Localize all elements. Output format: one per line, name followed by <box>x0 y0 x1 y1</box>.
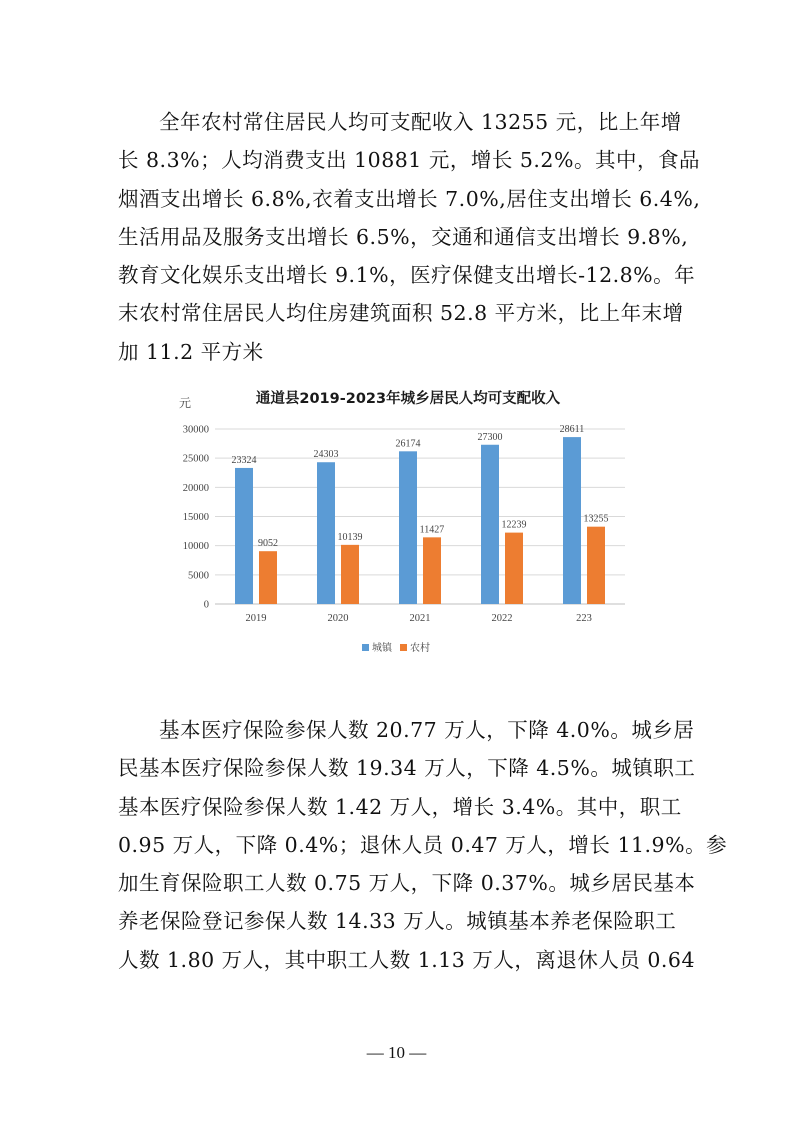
data-label: 9052 <box>258 538 278 550</box>
x-tick-label: 2020 <box>327 613 349 624</box>
y-tick-label: 5000 <box>188 570 209 582</box>
income-bar-chart <box>165 383 635 663</box>
y-tick-label: 15000 <box>182 512 209 523</box>
paragraph-rural-income <box>118 103 701 371</box>
x-tick-label: 2022 <box>491 613 513 624</box>
rural-income-line: 教育文化娱乐支出增长 9.1%，医疗保健支出增长-12.8%。年 <box>118 263 696 288</box>
chart-title: 通道县2019-2023年城乡居民人均可支配收入 <box>255 391 561 407</box>
chart-svg <box>165 383 635 663</box>
legend-label: 城镇 <box>372 643 392 654</box>
bar-城镇 <box>563 437 581 604</box>
data-label: 12239 <box>501 519 527 531</box>
insurance-line: 养老保险登记参保人数 14.33 万人。城镇基本养老保险职工 <box>118 909 677 934</box>
x-tick-label: 2021 <box>409 613 431 624</box>
x-tick-label: 223 <box>576 613 592 624</box>
y-tick-label: 20000 <box>182 482 209 494</box>
insurance-line: 人数 1.80 万人，其中职工人数 1.13 万人，离退休人员 0.64 <box>118 947 696 972</box>
insurance-line: 基本医疗保险参保人数 20.77 万人，下降 4.0%。城乡居 <box>159 718 695 742</box>
data-label: 11427 <box>419 524 445 536</box>
bar-农村 <box>259 551 277 604</box>
rural-income-line: 烟酒支出增长 6.8%,衣着支出增长 7.0%,居住支出增长 6.4%, <box>118 186 701 211</box>
data-label: 10139 <box>337 531 363 543</box>
legend-swatch-城镇 <box>362 644 369 651</box>
rural-income-line: 生活用品及服务支出增长 6.5%，交通和通信支出增长 9.8%, <box>118 224 689 249</box>
y-tick-label: 0 <box>203 599 209 611</box>
bar-城镇 <box>235 468 253 604</box>
data-label: 23324 <box>231 454 257 466</box>
bar-农村 <box>423 537 441 604</box>
data-label: 26174 <box>395 438 421 450</box>
insurance-line: 基本医疗保险参保人数 1.42 万人，增长 3.4%。其中，职工 <box>118 794 682 819</box>
bar-城镇 <box>481 445 499 604</box>
paragraph-insurance <box>118 711 728 979</box>
y-tick-label: 25000 <box>182 453 209 465</box>
data-label: 27300 <box>477 431 503 443</box>
bar-农村 <box>505 533 523 604</box>
data-label: 24303 <box>313 449 339 461</box>
legend-label: 农村 <box>410 643 430 654</box>
data-label: 28611 <box>559 424 585 436</box>
y-tick-label: 30000 <box>182 424 209 436</box>
x-tick-label: 2019 <box>245 613 267 624</box>
bar-农村 <box>587 527 605 604</box>
bar-城镇 <box>317 462 335 604</box>
page-number: — 10 — <box>366 1043 427 1062</box>
rural-income-line: 末农村常住居民人均住房建筑面积 52.8 平方米，比上年末增 <box>118 301 684 326</box>
rural-income-line: 加 11.2 平方米 <box>118 339 264 364</box>
insurance-line: 0.95 万人，下降 0.4%；退休人员 0.47 万人，增长 11.9%。参 <box>118 832 728 857</box>
insurance-line: 加生育保险职工人数 0.75 万人，下降 0.37%。城乡居民基本 <box>118 871 696 896</box>
rural-income-line: 长 8.3%；人均消费支出 10881 元，增长 5.2%。其中，食品 <box>118 148 700 173</box>
bar-农村 <box>341 545 359 604</box>
data-label: 13255 <box>583 513 609 525</box>
legend-swatch-农村 <box>400 644 407 651</box>
y-axis-unit: 元 <box>178 396 192 410</box>
bar-城镇 <box>399 451 417 604</box>
y-tick-label: 10000 <box>182 541 209 553</box>
rural-income-line: 全年农村常住居民人均可支配收入 13255 元，比上年增 <box>159 110 682 134</box>
insurance-line: 民基本医疗保险参保人数 19.34 万人，下降 4.5%。城镇职工 <box>118 756 696 781</box>
